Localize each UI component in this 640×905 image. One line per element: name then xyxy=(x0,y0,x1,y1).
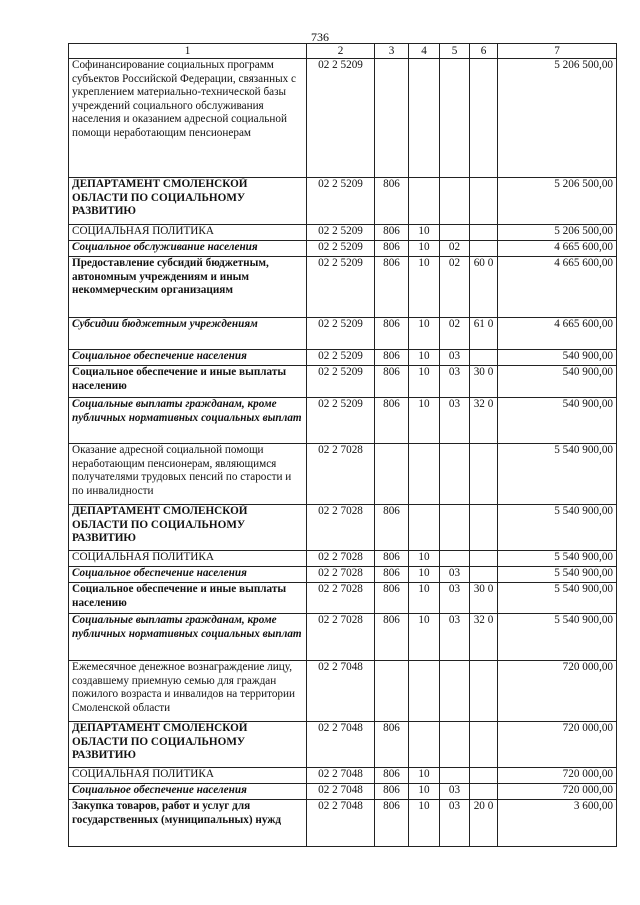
row-dept-cell: 806 xyxy=(375,567,409,583)
row-subsection-cell xyxy=(440,661,470,722)
row-code-cell: 02 2 7028 xyxy=(307,551,375,567)
col-header-4: 4 xyxy=(409,44,440,59)
row-type-cell: 60 0 xyxy=(470,257,498,318)
row-section-cell: 10 xyxy=(409,614,440,661)
row-subsection-cell: 03 xyxy=(440,366,470,398)
row-code-cell: 02 2 7028 xyxy=(307,444,375,505)
row-name-cell: Закупка товаров, работ и услуг для государственных (муниципальных) нужд xyxy=(69,800,307,847)
table-row xyxy=(69,241,617,257)
row-section-cell: 10 xyxy=(409,800,440,847)
row-subsection-cell: 03 xyxy=(440,583,470,614)
row-amount-cell: 5 206 500,00 xyxy=(498,59,617,178)
row-dept-cell: 806 xyxy=(375,784,409,800)
row-type-cell xyxy=(470,59,498,178)
row-section-cell xyxy=(409,178,440,225)
row-amount-cell: 720 000,00 xyxy=(498,722,617,768)
budget-table xyxy=(68,43,617,847)
row-subsection-cell xyxy=(440,768,470,784)
row-amount-cell: 5 540 900,00 xyxy=(498,614,617,661)
row-subsection-cell xyxy=(440,178,470,225)
row-type-cell: 32 0 xyxy=(470,614,498,661)
row-section-cell: 10 xyxy=(409,784,440,800)
row-code-cell: 02 2 5209 xyxy=(307,225,375,241)
table-row xyxy=(69,59,617,178)
row-subsection-cell: 03 xyxy=(440,350,470,366)
table-row xyxy=(69,614,617,661)
row-dept-cell: 806 xyxy=(375,318,409,350)
row-section-cell: 10 xyxy=(409,241,440,257)
row-type-cell: 30 0 xyxy=(470,583,498,614)
table-row xyxy=(69,768,617,784)
row-type-cell xyxy=(470,225,498,241)
row-section-cell: 10 xyxy=(409,398,440,444)
row-amount-cell: 4 665 600,00 xyxy=(498,241,617,257)
col-header-1: 1 xyxy=(69,44,307,59)
table-row xyxy=(69,398,617,444)
table-row xyxy=(69,722,617,768)
row-type-cell xyxy=(470,505,498,551)
row-dept-cell xyxy=(375,444,409,505)
row-amount-cell: 5 540 900,00 xyxy=(498,505,617,551)
row-dept-cell: 806 xyxy=(375,551,409,567)
row-subsection-cell xyxy=(440,722,470,768)
row-subsection-cell: 03 xyxy=(440,784,470,800)
row-section-cell: 10 xyxy=(409,225,440,241)
row-subsection-cell: 03 xyxy=(440,398,470,444)
row-amount-cell: 720 000,00 xyxy=(498,784,617,800)
row-dept-cell: 806 xyxy=(375,583,409,614)
table-row xyxy=(69,444,617,505)
row-name-cell: Предоставление субсидий бюджетным, автономным учреждениям и иным некоммерческим организациям xyxy=(69,257,307,318)
row-subsection-cell: 03 xyxy=(440,800,470,847)
row-dept-cell: 806 xyxy=(375,257,409,318)
row-name-cell: ДЕПАРТАМЕНТ СМОЛЕНСКОЙ ОБЛАСТИ ПО СОЦИАЛЬНОМУ РАЗВИТИЮ xyxy=(69,178,307,225)
row-dept-cell: 806 xyxy=(375,614,409,661)
row-amount-cell: 540 900,00 xyxy=(498,366,617,398)
table-row xyxy=(69,350,617,366)
row-section-cell: 10 xyxy=(409,567,440,583)
row-dept-cell: 806 xyxy=(375,722,409,768)
row-amount-cell: 5 540 900,00 xyxy=(498,551,617,567)
row-type-cell xyxy=(470,444,498,505)
table-row xyxy=(69,178,617,225)
row-type-cell xyxy=(470,241,498,257)
row-name-cell: ДЕПАРТАМЕНТ СМОЛЕНСКОЙ ОБЛАСТИ ПО СОЦИАЛЬНОМУ РАЗВИТИЮ xyxy=(69,505,307,551)
row-type-cell xyxy=(470,567,498,583)
row-code-cell: 02 2 5209 xyxy=(307,257,375,318)
row-amount-cell: 5 206 500,00 xyxy=(498,178,617,225)
row-amount-cell: 540 900,00 xyxy=(498,398,617,444)
row-dept-cell: 806 xyxy=(375,178,409,225)
row-code-cell: 02 2 7048 xyxy=(307,722,375,768)
row-code-cell: 02 2 7048 xyxy=(307,661,375,722)
row-amount-cell: 4 665 600,00 xyxy=(498,257,617,318)
row-subsection-cell: 02 xyxy=(440,257,470,318)
row-code-cell: 02 2 5209 xyxy=(307,398,375,444)
row-code-cell: 02 2 7028 xyxy=(307,583,375,614)
row-section-cell: 10 xyxy=(409,551,440,567)
row-dept-cell: 806 xyxy=(375,241,409,257)
row-name-cell: Ежемесячное денежное вознаграждение лицу, создавшему приемную семью для граждан пожилого возраста и инвалидов на территории Смоленской области xyxy=(69,661,307,722)
row-name-cell: Субсидии бюджетным учреждениям xyxy=(69,318,307,350)
row-name-cell: Социальное обеспечение и иные выплаты населению xyxy=(69,583,307,614)
row-dept-cell xyxy=(375,661,409,722)
col-header-2: 2 xyxy=(307,44,375,59)
row-dept-cell: 806 xyxy=(375,768,409,784)
row-dept-cell: 806 xyxy=(375,398,409,444)
row-amount-cell: 5 540 900,00 xyxy=(498,444,617,505)
col-header-3: 3 xyxy=(375,44,409,59)
row-dept-cell: 806 xyxy=(375,800,409,847)
row-subsection-cell: 02 xyxy=(440,241,470,257)
row-name-cell: Социальные выплаты гражданам, кроме публичных нормативных социальных выплат xyxy=(69,614,307,661)
col-header-7: 7 xyxy=(498,44,617,59)
row-code-cell: 02 2 5209 xyxy=(307,318,375,350)
row-amount-cell: 5 540 900,00 xyxy=(498,567,617,583)
row-code-cell: 02 2 5209 xyxy=(307,241,375,257)
table-row xyxy=(69,661,617,722)
row-dept-cell xyxy=(375,59,409,178)
row-code-cell: 02 2 7048 xyxy=(307,768,375,784)
row-name-cell: СОЦИАЛЬНАЯ ПОЛИТИКА xyxy=(69,768,307,784)
row-type-cell: 20 0 xyxy=(470,800,498,847)
row-name-cell: Оказание адресной социальной помощи неработающим пенсионерам, являющимся получателями трудовых пенсий по старости и по инвалидности xyxy=(69,444,307,505)
row-type-cell xyxy=(470,784,498,800)
row-subsection-cell xyxy=(440,551,470,567)
row-type-cell xyxy=(470,178,498,225)
row-dept-cell: 806 xyxy=(375,225,409,241)
row-section-cell xyxy=(409,505,440,551)
row-section-cell: 10 xyxy=(409,318,440,350)
row-subsection-cell xyxy=(440,444,470,505)
row-type-cell: 32 0 xyxy=(470,398,498,444)
row-section-cell: 10 xyxy=(409,583,440,614)
row-type-cell xyxy=(470,350,498,366)
col-header-5: 5 xyxy=(440,44,470,59)
row-amount-cell: 720 000,00 xyxy=(498,768,617,784)
row-type-cell: 30 0 xyxy=(470,366,498,398)
row-subsection-cell: 02 xyxy=(440,318,470,350)
row-subsection-cell xyxy=(440,59,470,178)
row-type-cell xyxy=(470,551,498,567)
row-code-cell: 02 2 5209 xyxy=(307,366,375,398)
row-type-cell xyxy=(470,661,498,722)
row-section-cell: 10 xyxy=(409,257,440,318)
row-type-cell xyxy=(470,768,498,784)
row-subsection-cell: 03 xyxy=(440,614,470,661)
row-section-cell: 10 xyxy=(409,768,440,784)
row-type-cell xyxy=(470,722,498,768)
row-section-cell xyxy=(409,59,440,178)
row-code-cell: 02 2 7028 xyxy=(307,505,375,551)
row-section-cell xyxy=(409,661,440,722)
row-subsection-cell xyxy=(440,225,470,241)
row-section-cell: 10 xyxy=(409,366,440,398)
row-code-cell: 02 2 7048 xyxy=(307,800,375,847)
row-name-cell: Социальное обеспечение населения xyxy=(69,567,307,583)
row-dept-cell: 806 xyxy=(375,350,409,366)
row-name-cell: Социальное обеспечение и иные выплаты населению xyxy=(69,366,307,398)
table-row xyxy=(69,800,617,847)
row-type-cell: 61 0 xyxy=(470,318,498,350)
row-name-cell: Социальное обеспечение населения xyxy=(69,784,307,800)
row-code-cell: 02 2 5209 xyxy=(307,178,375,225)
row-name-cell: ДЕПАРТАМЕНТ СМОЛЕНСКОЙ ОБЛАСТИ ПО СОЦИАЛЬНОМУ РАЗВИТИЮ xyxy=(69,722,307,768)
row-section-cell: 10 xyxy=(409,350,440,366)
table-row xyxy=(69,318,617,350)
table-row xyxy=(69,583,617,614)
row-code-cell: 02 2 5209 xyxy=(307,59,375,178)
header-row xyxy=(69,44,617,59)
budget-body xyxy=(69,59,617,847)
row-name-cell: СОЦИАЛЬНАЯ ПОЛИТИКА xyxy=(69,225,307,241)
table-row xyxy=(69,257,617,318)
row-section-cell xyxy=(409,444,440,505)
row-amount-cell: 540 900,00 xyxy=(498,350,617,366)
table-row xyxy=(69,784,617,800)
row-code-cell: 02 2 5209 xyxy=(307,350,375,366)
row-code-cell: 02 2 7028 xyxy=(307,567,375,583)
row-amount-cell: 720 000,00 xyxy=(498,661,617,722)
col-header-6: 6 xyxy=(470,44,498,59)
row-name-cell: Социальное обеспечение населения xyxy=(69,350,307,366)
row-amount-cell: 4 665 600,00 xyxy=(498,318,617,350)
table-row xyxy=(69,567,617,583)
row-code-cell: 02 2 7048 xyxy=(307,784,375,800)
row-name-cell: Софинансирование социальных программ субъектов Российской Федерации, связанных с укреплением материально-технической базы учреждений социального обслуживания населения и оказанием адресной социальной помощи неработающим пенсионерам xyxy=(69,59,307,178)
row-amount-cell: 5 206 500,00 xyxy=(498,225,617,241)
row-name-cell: Социальное обслуживание населения xyxy=(69,241,307,257)
row-dept-cell: 806 xyxy=(375,366,409,398)
table-row xyxy=(69,551,617,567)
page-number: 736 xyxy=(311,30,329,44)
row-amount-cell: 5 540 900,00 xyxy=(498,583,617,614)
row-name-cell: Социальные выплаты гражданам, кроме публичных нормативных социальных выплат xyxy=(69,398,307,444)
row-name-cell: СОЦИАЛЬНАЯ ПОЛИТИКА xyxy=(69,551,307,567)
table-row xyxy=(69,366,617,398)
row-section-cell xyxy=(409,722,440,768)
row-dept-cell: 806 xyxy=(375,505,409,551)
table-row xyxy=(69,225,617,241)
row-subsection-cell: 03 xyxy=(440,567,470,583)
table-row xyxy=(69,505,617,551)
row-code-cell: 02 2 7028 xyxy=(307,614,375,661)
row-subsection-cell xyxy=(440,505,470,551)
row-amount-cell: 3 600,00 xyxy=(498,800,617,847)
